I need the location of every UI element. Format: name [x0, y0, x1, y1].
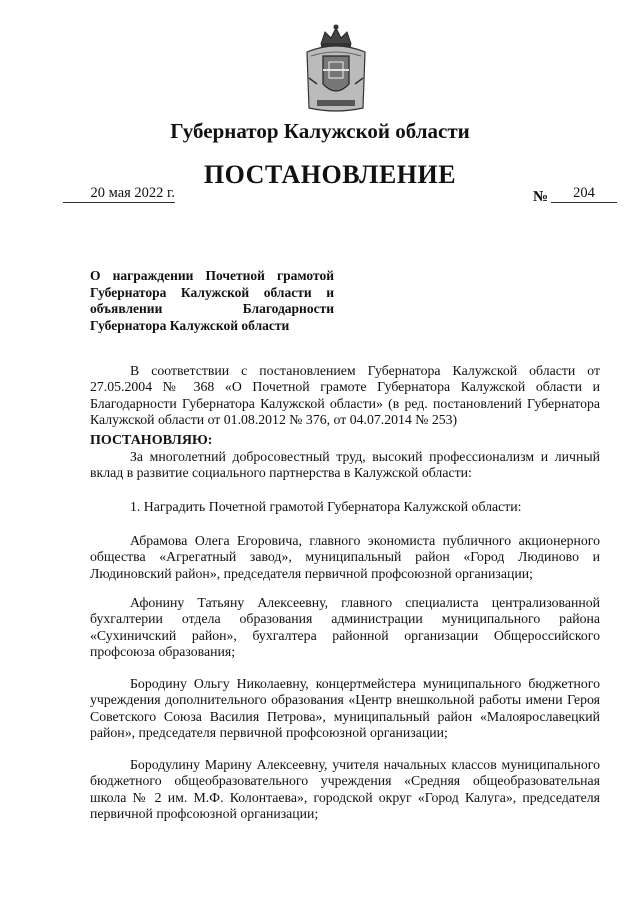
reason-paragraph: За многолетний добросовестный труд, высокий профессионализм и личный вклад в развитие социального партнерства в Калужской области:	[90, 449, 600, 481]
awardee-paragraph: Бородулину Марину Алексеевну, учителя начальных классов муниципального бюджетного общеобразовательного учреждения «Средняя общеобразовательная школа № 2 им. М.Ф. Колонтаева», городской округ «Город Калуга», председателя первичной профсоюзной организации;	[90, 757, 600, 821]
item-1-heading: 1. Наградить Почетной грамотой Губернатора Калужской области:	[130, 499, 522, 514]
document-number: 204	[551, 185, 617, 203]
awardee-paragraph: Абрамова Олега Егоровича, главного экономиста публичного акционерного общества «Агрегатный завод», муниципальный район «Город Людиново и Людиновский район», председателя первичной профсоюзной организации;	[90, 533, 600, 581]
awardee-paragraph: Бородину Ольгу Николаевну, концертмейстера муниципального бюджетного учреждения дополнительного образования «Центр внешкольной работы имени Героя Советского Союза Василия Петрова», муниципальный район «Малоярославецкий район», председателя первичной профсоюзной организации;	[90, 676, 600, 740]
number-sign: №	[533, 189, 549, 205]
document-date: 20 мая 2022 г.	[63, 185, 175, 203]
issuer-title: Губернатор Калужской области	[170, 119, 470, 143]
document-subject: О награждении Почетной грамотой Губернатора Калужской области и объявлении Благодарности Губернатора Калужской области	[90, 268, 334, 333]
document-type-heading: ПОСТАНОВЛЕНИЕ	[203, 160, 457, 189]
awardee-paragraph: Афонину Татьяну Алексеевну, главного специалиста централизованной бухгалтерии отдела образования администрации муниципального района «Сухиничский район», бухгалтера районной организации Общероссийского профсоюза образования;	[90, 595, 600, 659]
legal-basis-paragraph: В соответствии с постановлением Губернатора Калужской области от 27.05.2004 № 368 «О Почетной грамоте Губернатора Калужской области и Благодарности Губернатора Калужской области» (в ред. постановлений Губернатора Калужской области от 01.08.2012 № 376, от 04.07.2014 № 253)	[90, 363, 600, 427]
coat-of-arms-icon	[303, 22, 369, 114]
decree-word: ПОСТАНОВЛЯЮ:	[90, 433, 213, 448]
